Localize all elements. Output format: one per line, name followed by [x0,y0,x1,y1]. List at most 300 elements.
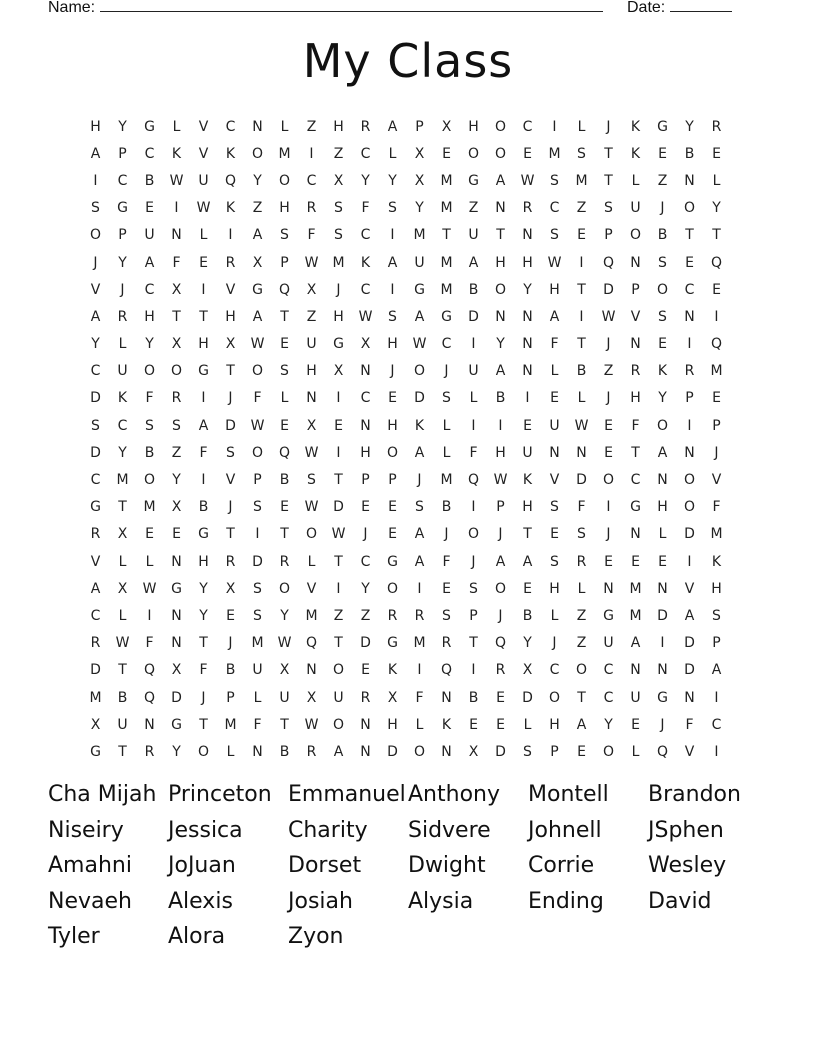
grid-letter: E [145,200,154,217]
grid-letter: O [278,580,291,597]
grid-letter: F [442,553,451,570]
grid-letter: C [549,200,560,217]
grid-letter: N [522,363,533,380]
grid-letter: D [684,662,695,679]
grid-letter: N [630,254,641,271]
grid-letter: S [469,580,478,597]
grid-letter: X [387,689,398,706]
grid-letter: T [577,281,586,298]
grid-letter: I [390,227,395,244]
grid-row [82,358,730,385]
grid-letter: C [117,172,128,189]
word-bank-item: Sidvere [408,817,491,843]
grid-letter: T [631,444,640,461]
grid-letter: S [577,145,586,162]
grid-letter: L [631,172,640,189]
grid-letter: J [606,118,611,135]
grid-letter: I [147,607,152,624]
word-bank-item: JSphen [648,817,724,843]
grid-letter: L [658,526,667,543]
grid-letter: L [442,417,451,434]
grid-letter: H [657,499,668,516]
grid-letter: I [336,444,341,461]
grid-letter: G [468,172,479,189]
grid-letter: O [683,472,696,489]
grid-letter: T [280,526,289,543]
grid-letter: C [360,281,371,298]
grid-letter: L [280,118,289,135]
grid-letter: E [685,254,694,271]
grid-letter: E [388,499,397,516]
grid-letter: E [361,499,370,516]
grid-letter: B [657,227,668,244]
grid-letter: X [252,254,263,271]
grid-letter: B [468,281,479,298]
grid-letter: Y [361,580,370,597]
word-bank-item: Dwight [408,853,486,879]
grid-letter: X [414,145,425,162]
grid-letter: U [279,689,290,706]
grid-letter: R [225,254,236,271]
grid-letter: O [656,281,669,298]
grid-letter: S [388,308,397,325]
grid-row [82,331,730,358]
grid-letter: G [90,499,101,516]
grid-letter: Y [118,444,127,461]
grid-letter: H [333,308,344,325]
grid-letter: N [171,635,182,652]
grid-letter: J [606,390,611,407]
grid-letter: N [684,689,695,706]
grid-letter: H [711,580,722,597]
word-bank-item: Zyon [288,924,344,950]
grid-letter: T [226,363,235,380]
grid-letter: Q [143,662,156,679]
grid-letter: C [360,553,371,570]
grid-letter: Q [710,336,723,353]
grid-letter: K [414,417,425,434]
grid-letter: O [143,363,156,380]
grid-letter: V [711,472,722,489]
grid-letter: C [306,172,317,189]
word-bank-item: Brandon [648,782,741,807]
grid-letter: N [630,662,641,679]
grid-letter: J [606,336,611,353]
grid-letter: Q [440,662,453,679]
date-blank [670,0,732,12]
grid-letter: N [252,118,263,135]
grid-letter: Z [306,308,317,325]
grid-letter: L [523,716,532,733]
grid-letter: C [549,662,560,679]
grid-letter: G [171,580,182,597]
grid-letter: F [685,716,694,733]
grid-letter: Y [172,743,181,760]
grid-letter: J [444,526,449,543]
grid-letter: S [550,499,559,516]
grid-letter: M [251,635,264,652]
grid-letter: E [577,743,586,760]
grid-letter: A [468,254,479,271]
grid-letter: J [606,526,611,543]
word-bank-item: Wesley [648,853,727,879]
grid-letter: U [117,716,128,733]
grid-letter: J [660,716,665,733]
grid-letter: L [253,689,262,706]
grid-letter: V [630,308,641,325]
grid-letter: O [602,743,615,760]
word-bank-item: Jessica [168,817,243,843]
grid-letter: H [387,716,398,733]
grid-letter: Q [224,172,237,189]
grid-letter: F [307,227,316,244]
grid-letter: S [334,227,343,244]
grid-letter: H [306,363,317,380]
grid-letter: X [360,336,371,353]
grid-letter: I [471,336,476,353]
grid-letter: L [145,553,154,570]
grid-letter: Q [494,635,507,652]
grid-letter: M [413,635,426,652]
grid-letter: F [253,390,262,407]
grid-letter: O [467,145,480,162]
grid-letter: N [360,743,371,760]
grid-letter: J [336,281,341,298]
grid-letter: T [334,635,343,652]
word-bank-item: Alysia [408,888,474,914]
grid-letter: R [441,635,452,652]
grid-letter: C [117,417,128,434]
grid-letter: T [280,308,289,325]
grid-letter: Z [306,118,317,135]
grid-letter: S [658,308,667,325]
grid-letter: O [629,227,642,244]
grid-letter: T [496,227,505,244]
word-bank-item: Cha Mijah [48,782,157,807]
grid-letter: A [198,417,209,434]
grid-row [82,738,730,765]
grid-letter: C [522,118,533,135]
grid-row [82,548,730,575]
grid-letter: S [91,417,100,434]
grid-letter: M [548,145,561,162]
grid-letter: R [684,363,695,380]
grid-letter: P [685,390,694,407]
grid-letter: R [306,743,317,760]
grid-letter: O [386,444,399,461]
grid-letter: W [358,308,373,325]
grid-letter: W [304,444,319,461]
grid-letter: E [388,390,397,407]
grid-letter: T [226,526,235,543]
grid-letter: D [90,390,101,407]
grid-letter: T [685,227,694,244]
grid-letter: R [279,553,290,570]
grid-letter: Z [468,200,479,217]
grid-letter: A [252,308,263,325]
grid-letter: E [550,526,559,543]
grid-letter: E [604,444,613,461]
grid-letter: O [305,526,318,543]
grid-letter: L [388,145,397,162]
grid-letter: T [523,526,532,543]
grid-letter: R [360,118,371,135]
grid-letter: G [144,118,155,135]
grid-letter: L [415,716,424,733]
grid-letter: P [388,472,397,489]
grid-letter: C [90,472,101,489]
grid-letter: N [252,743,263,760]
grid-letter: S [253,499,262,516]
grid-letter: R [630,363,641,380]
grid-letter: J [390,363,395,380]
grid-row [82,494,730,521]
grid-row [82,575,730,602]
grid-letter: T [118,662,127,679]
grid-letter: Y [118,118,127,135]
grid-letter: T [199,635,208,652]
grid-letter: Y [712,200,721,217]
grid-letter: J [228,635,233,652]
grid-letter: P [469,607,478,624]
grid-letter: I [255,526,260,543]
grid-letter: K [630,118,641,135]
grid-letter: J [498,607,503,624]
grid-letter: T [199,716,208,733]
grid-letter: D [576,472,587,489]
grid-letter: B [441,499,452,516]
grid-letter: S [226,444,235,461]
grid-letter: H [468,118,479,135]
grid-letter: Z [252,200,263,217]
grid-letter: I [525,390,530,407]
grid-letter: Y [199,607,208,624]
grid-letter: O [494,281,507,298]
grid-letter: E [658,336,667,353]
grid-letter: A [657,444,668,461]
grid-letter: N [522,308,533,325]
grid-letter: D [657,607,668,624]
word-bank-item: Johnell [528,817,602,843]
grid-letter: M [710,363,723,380]
grid-letter: S [577,526,586,543]
grid-letter: Q [305,635,318,652]
word-bank-item: Charity [288,817,368,843]
grid-row [82,439,730,466]
grid-letter: E [631,716,640,733]
grid-letter: Q [656,743,669,760]
grid-letter: L [172,118,181,135]
grid-letter: P [118,145,127,162]
grid-letter: T [334,553,343,570]
grid-letter: C [360,145,371,162]
grid-letter: W [520,172,535,189]
grid-letter: W [250,417,265,434]
grid-letter: S [280,227,289,244]
grid-letter: Z [657,172,668,189]
grid-letter: E [712,145,721,162]
grid-letter: Y [118,254,127,271]
grid-letter: F [253,716,262,733]
grid-letter: X [522,662,533,679]
grid-letter: T [118,743,127,760]
grid-letter: D [468,308,479,325]
grid-letter: D [603,281,614,298]
grid-letter: J [93,254,98,271]
grid-letter: D [171,689,182,706]
grid-letter: X [306,689,317,706]
grid-letter: M [305,607,318,624]
grid-letter: S [550,227,559,244]
grid-letter: Y [496,336,505,353]
grid-letter: V [198,118,209,135]
grid-letter: R [171,390,182,407]
grid-row [82,195,730,222]
grid-letter: X [279,662,290,679]
grid-letter: N [441,689,452,706]
grid-letter: Z [603,363,614,380]
grid-letter: F [469,444,478,461]
grid-letter: V [225,281,236,298]
grid-letter: G [441,308,452,325]
grid-letter: O [332,662,345,679]
grid-letter: B [495,390,506,407]
grid-letter: T [712,227,721,244]
grid-row [82,630,730,657]
grid-letter: O [494,118,507,135]
grid-letter: I [309,145,314,162]
grid-letter: W [547,254,562,271]
grid-letter: N [630,336,641,353]
grid-letter: R [576,553,587,570]
grid-letter: O [656,417,669,434]
grid-letter: I [174,200,179,217]
grid-letter: M [440,472,453,489]
grid-letter: S [334,200,343,217]
grid-letter: N [549,444,560,461]
grid-row [82,385,730,412]
grid-letter: O [494,145,507,162]
word-bank-item: Princeton [168,782,272,807]
grid-letter: W [142,580,157,597]
grid-letter: O [251,363,264,380]
grid-letter: E [361,662,370,679]
grid-letter: I [714,689,719,706]
grid-letter: G [198,363,209,380]
grid-letter: B [279,743,290,760]
grid-letter: K [387,662,398,679]
grid-letter: Y [199,580,208,597]
grid-letter: A [144,254,155,271]
grid-letter: O [386,580,399,597]
grid-letter: L [712,172,721,189]
word-bank-item: Emmanuel [288,782,406,807]
grid-letter: K [360,254,371,271]
grid-letter: I [390,281,395,298]
grid-letter: C [603,662,614,679]
grid-letter: Q [143,689,156,706]
word-bank-item: Corrie [528,853,595,879]
grid-row [82,303,730,330]
grid-letter: T [118,499,127,516]
grid-letter: I [93,172,98,189]
grid-letter: Z [576,607,587,624]
grid-letter: U [468,227,479,244]
grid-letter: J [714,444,719,461]
grid-letter: U [603,635,614,652]
grid-letter: X [306,281,317,298]
grid-letter: H [225,308,236,325]
grid-letter: K [522,472,533,489]
grid-letter: H [549,281,560,298]
grid-letter: S [550,172,559,189]
grid-letter: M [440,172,453,189]
grid-letter: G [414,281,425,298]
grid-letter: I [579,254,584,271]
grid-letter: G [117,200,128,217]
grid-letter: N [684,444,695,461]
grid-letter: D [90,444,101,461]
grid-letter: Z [576,200,587,217]
grid-letter: O [197,743,210,760]
grid-letter: N [522,227,533,244]
grid-letter: O [548,689,561,706]
grid-letter: A [522,553,533,570]
grid-letter: K [711,553,722,570]
grid-letter: R [414,607,425,624]
grid-letter: R [117,308,128,325]
grid-letter: H [630,390,641,407]
grid-letter: A [387,118,398,135]
grid-letter: O [683,499,696,516]
grid-letter: O [278,172,291,189]
grid-letter: L [577,390,586,407]
grid-letter: E [550,390,559,407]
grid-row [82,711,730,738]
grid-letter: T [280,716,289,733]
grid-letter: U [630,689,641,706]
grid-letter: A [333,743,344,760]
grid-letter: H [333,118,344,135]
grid-letter: F [415,689,424,706]
grid-letter: N [657,472,668,489]
grid-letter: Y [91,336,100,353]
grid-letter: I [714,308,719,325]
grid-letter: N [576,444,587,461]
grid-letter: M [89,689,102,706]
grid-letter: M [629,607,642,624]
grid-letter: E [658,553,667,570]
grid-letter: M [440,254,453,271]
grid-letter: L [199,227,208,244]
grid-letter: K [657,363,668,380]
grid-letter: P [253,472,262,489]
grid-letter: S [253,607,262,624]
grid-row [82,521,730,548]
grid-letter: Y [253,172,262,189]
grid-letter: X [414,172,425,189]
grid-letter: W [277,635,292,652]
grid-letter: T [469,635,478,652]
grid-letter: J [120,281,125,298]
grid-letter: Y [145,336,154,353]
grid-letter: W [493,472,508,489]
grid-letter: T [172,308,181,325]
grid-letter: I [336,390,341,407]
grid-row [82,684,730,711]
grid-letter: E [523,145,532,162]
grid-letter: F [145,635,154,652]
